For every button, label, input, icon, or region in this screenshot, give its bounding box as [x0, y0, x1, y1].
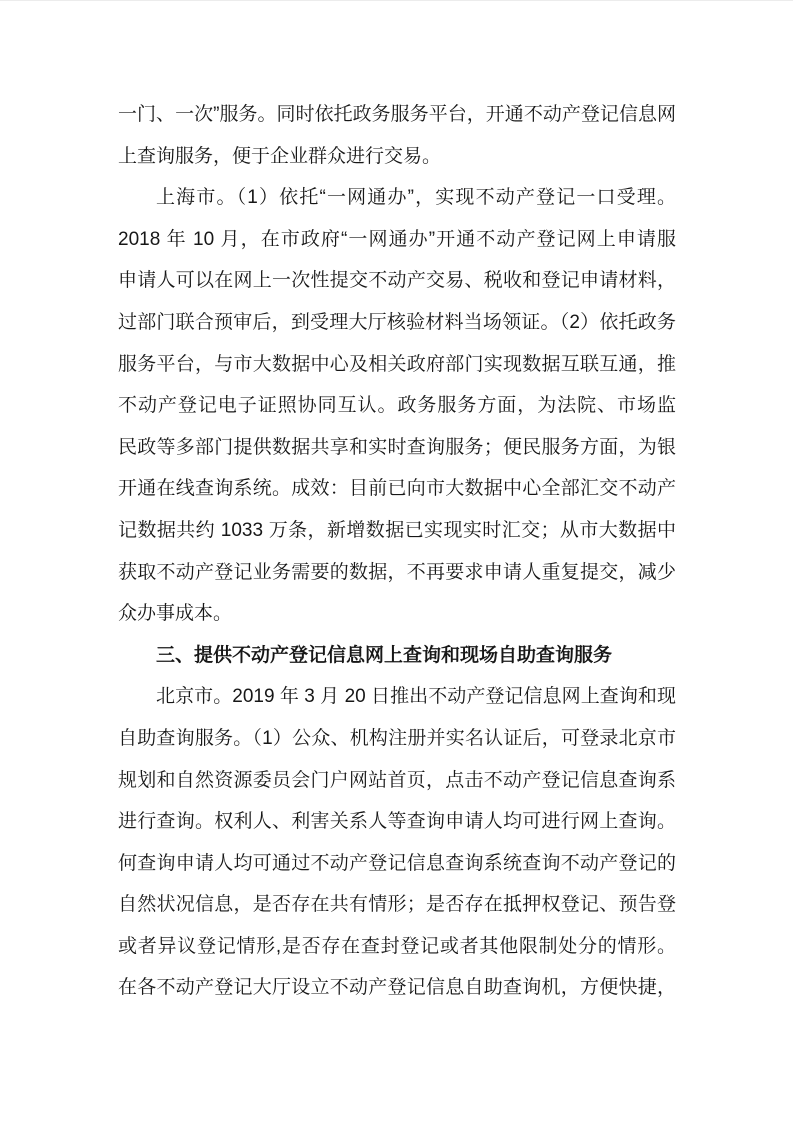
paragraph-beijing [118, 676, 676, 1009]
text-line: 2018 年 10 月，在市政府“一网通办”开通不动产登记网上申请服 [118, 228, 676, 250]
paragraph-shanghai [118, 177, 676, 635]
text-line: 上查询服务，便于企业群众进行交易。 [118, 145, 442, 167]
text-line: 上海市。（1）依托“一网通办”，实现不动产登记一口受理。 [156, 187, 676, 209]
text-line: 或者异议登记情形,是否存在查封登记或者其他限制处分的情形。 [118, 935, 676, 957]
text-line: 一门、一次”服务。同时依托政务服务平台，开通不动产登记信息网 [118, 104, 676, 125]
section-heading-line: 三、提供不动产登记信息网上查询和现场自助查询服务 [156, 644, 613, 666]
text-line: 民政等多部门提供数据共享和实时查询服务；便民服务方面，为银 [118, 436, 676, 458]
paragraph-continuation [118, 94, 676, 177]
text-line: 自助查询服务。（1）公众、机构注册并实名认证后，可登录北京市 [118, 727, 676, 749]
text-line: 过部门联合预审后，到受理大厅核验材料当场领证。（2）依托政务 [118, 311, 676, 333]
text-line: 申请人可以在网上一次性提交不动产交易、税收和登记申请材料， [118, 270, 676, 292]
text-line: 记数据共约 1033 万条，新增数据已实现实时汇交；从市大数据中 [118, 519, 676, 541]
text-line: 服务平台，与市大数据中心及相关政府部门实现数据互联互通，推 [118, 353, 676, 375]
text-line: 在各不动产登记大厅设立不动产登记信息自助查询机，方便快捷， [118, 977, 676, 999]
text-line: 获取不动产登记业务需要的数据，不再要求申请人重复提交，减少 [118, 561, 676, 583]
text-line: 何查询申请人均可通过不动产登记信息查询系统查询不动产登记的 [118, 852, 676, 874]
text-line: 不动产登记电子证照协同互认。政务服务方面，为法院、市场监 [118, 395, 676, 417]
text-line: 自然状况信息，是否存在共有情形；是否存在抵押权登记、预告登 [118, 894, 676, 916]
page-top-edge [0, 0, 793, 1]
text-line: 进行查询。权利人、利害关系人等查询申请人均可进行网上查询。 [118, 811, 676, 833]
document-text [118, 94, 676, 1009]
text-line: 众办事成本。 [118, 603, 233, 625]
section-heading [118, 635, 676, 677]
text-line: 北京市。2019 年 3 月 20 日推出不动产登记信息网上查询和现 [156, 686, 676, 708]
text-line: 开通在线查询系统。成效：目前已向市大数据中心全部汇交不动产 [118, 478, 676, 500]
text-line: 规划和自然资源委员会门户网站首页，点击不动产登记信息查询系 [118, 769, 676, 791]
